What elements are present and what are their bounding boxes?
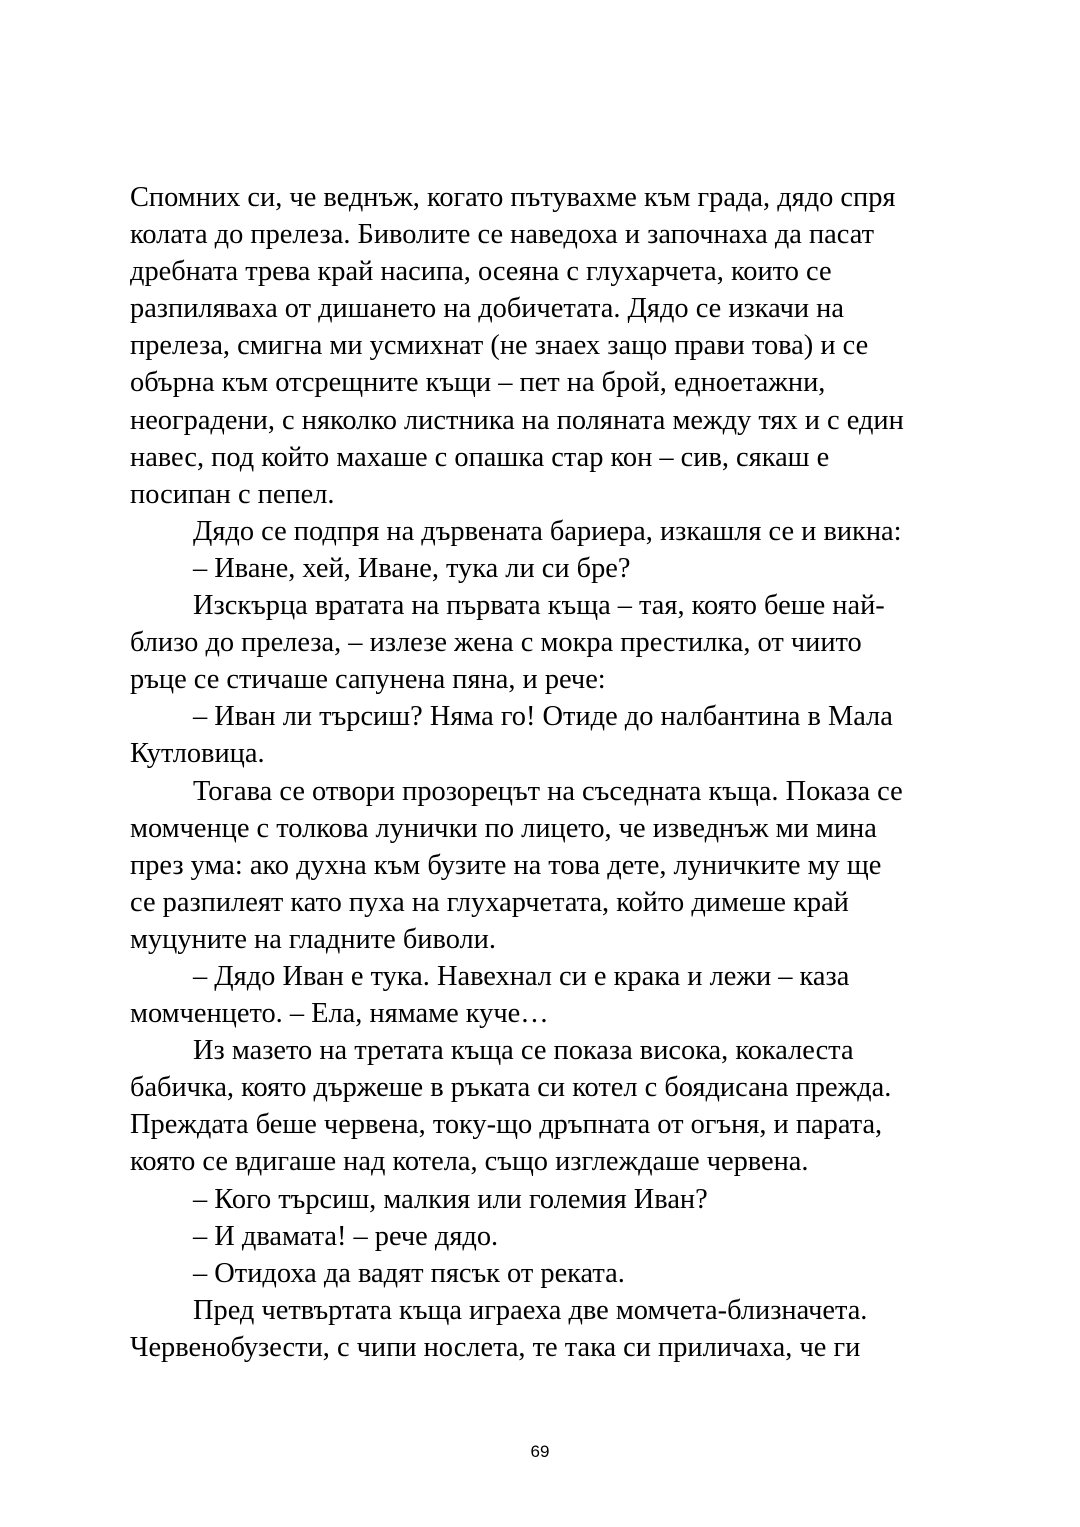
text-line: – Дядо Иван е тука. Навехнал си е крака и лежи – каза xyxy=(193,960,850,992)
text-line: ръце се стичаше сапунена пяна, и рече: xyxy=(130,664,606,696)
text-line: – Отидоха да вадят пясък от реката. xyxy=(193,1257,625,1289)
text-line: – Иван ли търсиш? Няма го! Отиде до налбантина в Мала xyxy=(193,701,893,733)
text-line: която се вдигаше над котела, също изглеждаше червена. xyxy=(130,1146,809,1178)
text-line: муцуните на гладните биволи. xyxy=(130,923,496,955)
page-number: 69 xyxy=(530,1442,550,1461)
text-line: колата до прелеза. Биволите се наведоха и започнаха да пасат xyxy=(130,219,875,251)
text-line: Из мазето на третата къща се показа висока, кокалеста xyxy=(193,1035,854,1067)
text-line: момченцето. – Ела, нямаме куче… xyxy=(130,998,549,1030)
text-line: Дядо се подпря на дървената бариера, изкашля се и викна: xyxy=(193,515,902,547)
text-line: Преждата беше червена, току-що дръпната от огъня, и парата, xyxy=(130,1109,883,1141)
text-line: Спомних си, че веднъж, когато пътувахме към града, дядо спря xyxy=(130,182,896,213)
text-line: неоградени, с няколко листника на поляната между тях и с един xyxy=(130,404,904,436)
text-line: – Кого търсиш, малкия или големия Иван? xyxy=(193,1183,708,1215)
text-line: посипан с пепел. xyxy=(130,478,335,510)
body-text xyxy=(130,179,960,1366)
text-line: дребната трева край насипа, осеяна с глухарчета, които се xyxy=(130,256,832,288)
text-line: Червенобузести, с чипи нослета, те така си приличаха, че ги xyxy=(130,1331,861,1363)
text-line: – Иване, хей, Иване, тука ли си бре? xyxy=(193,552,631,584)
text-line: се разпилеят като пуха на глухарчетата, който димеше край xyxy=(130,886,849,918)
text-line: момченце с толкова лунички по лицето, че изведнъж ми мина xyxy=(130,812,877,844)
text-line: Пред четвъртата къща играеха две момчета-близначета. xyxy=(193,1294,868,1326)
text-line: през ума: ако духна към бузите на това дете, луничките му ще xyxy=(130,849,882,881)
text-line: прелеза, смигна ми усмихнат (не знаех защо прави това) и се xyxy=(130,330,869,362)
text-line: бабичка, която държеше в ръката си котел с боядисана прежда. xyxy=(130,1072,892,1104)
text-line: навес, под който махаше с опашка стар кон – сив, сякаш е xyxy=(130,441,830,473)
text-line: близо до прелеза, – излезе жена с мокра престилка, от чиито xyxy=(130,627,862,659)
text-line: Кутловица. xyxy=(130,738,265,770)
text-line: обърна към отсрещните къщи – пет на брой, едноетажни, xyxy=(130,367,826,399)
text-line: Тогава се отвори прозорецът на съседната къща. Показа се xyxy=(193,775,903,807)
text-line: Изскърца вратата на първата къща – тая, която беше най- xyxy=(193,590,885,622)
text-line: разпиляваха от дишането на добичетата. Дядо се изкачи на xyxy=(130,293,844,325)
text-line: – И двамата! – рече дядо. xyxy=(193,1220,499,1252)
